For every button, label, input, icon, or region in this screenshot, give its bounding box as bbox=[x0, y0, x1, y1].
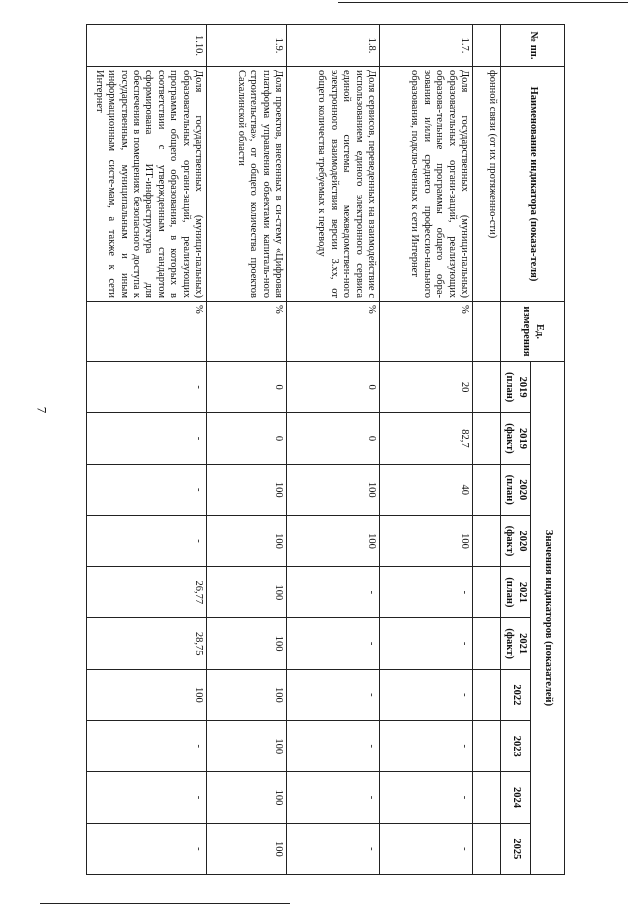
value-cell: 100 bbox=[207, 669, 287, 720]
rotated-table-container bbox=[94, 24, 565, 874]
value-cell bbox=[473, 515, 501, 566]
value-cell: - bbox=[87, 823, 207, 874]
header-unit: Ед. измерения bbox=[501, 302, 565, 362]
header-year: 2020 (план) bbox=[501, 464, 531, 515]
indicator-name: Доля государственных (муници-пальных) образовательных органи-заций, реализующих образова-тельные программы общего обра-зования и/или среднего профессио-нального образования, подклю-ченных к сети Интернет bbox=[380, 67, 473, 302]
page-number: 7 bbox=[34, 406, 50, 414]
row-number: 1.9. bbox=[207, 25, 287, 67]
scan-edge-line bbox=[338, 2, 628, 3]
header-year: 2019 (факт) bbox=[501, 413, 531, 464]
unit-cell: % bbox=[380, 302, 473, 362]
indicator-name: Доля сервисов, переведенных на взаимодействие с использованием единого электронного сервиса единой системы межведомствен-ного электронного взаимодействия версии 3.хх, от общего количества требуемых к переводу bbox=[287, 67, 380, 302]
header-year: 2024 bbox=[501, 772, 531, 823]
indicator-name: Доля государственных (муници-пальных) образовательных органи-заций, реализующих программы общего образования, в которых в соответствии с утвержденным стандартом сформирована ИТ-инфраструктура для обеспечения в помещениях безопасного доступа к государственным, муниципальным и иным информационным систе-мам, а также к сети Интернет bbox=[87, 67, 207, 302]
row-number: 1.10. bbox=[87, 25, 207, 67]
value-cell: - bbox=[380, 772, 473, 823]
value-cell: - bbox=[380, 721, 473, 772]
value-cell: - bbox=[287, 772, 380, 823]
value-cell: - bbox=[287, 669, 380, 720]
value-cell: - bbox=[87, 721, 207, 772]
value-cell: - bbox=[380, 567, 473, 618]
table-row bbox=[87, 25, 207, 875]
indicator-name: фонной связи (от их протяженно-сти) bbox=[473, 67, 501, 302]
value-cell: 20 bbox=[380, 362, 473, 413]
unit-cell: % bbox=[87, 302, 207, 362]
scan-edge-line bbox=[40, 903, 290, 904]
value-cell: - bbox=[287, 721, 380, 772]
unit-cell: % bbox=[207, 302, 287, 362]
unit-cell: % bbox=[287, 302, 380, 362]
value-cell: 0 bbox=[287, 362, 380, 413]
value-cell: 28,75 bbox=[87, 618, 207, 669]
value-cell: 0 bbox=[207, 413, 287, 464]
table-row bbox=[207, 25, 287, 875]
value-cell bbox=[473, 413, 501, 464]
header-values-group: Значения индикаторов (показателей) bbox=[531, 362, 565, 875]
value-cell: 100 bbox=[207, 515, 287, 566]
value-cell: 100 bbox=[207, 618, 287, 669]
row-number: 1.8. bbox=[287, 25, 380, 67]
value-cell: - bbox=[87, 413, 207, 464]
row-number: 1.7. bbox=[380, 25, 473, 67]
value-cell: 100 bbox=[207, 823, 287, 874]
value-cell bbox=[473, 669, 501, 720]
unit-cell bbox=[473, 302, 501, 362]
value-cell: - bbox=[287, 618, 380, 669]
value-cell bbox=[473, 567, 501, 618]
value-cell bbox=[473, 618, 501, 669]
value-cell bbox=[473, 721, 501, 772]
value-cell: 100 bbox=[207, 772, 287, 823]
header-year: 2021 (план) bbox=[501, 567, 531, 618]
value-cell bbox=[473, 823, 501, 874]
row-number bbox=[473, 25, 501, 67]
value-cell: - bbox=[380, 823, 473, 874]
value-cell: - bbox=[287, 823, 380, 874]
value-cell: 100 bbox=[87, 669, 207, 720]
header-year: 2020 (факт) bbox=[501, 515, 531, 566]
table-row bbox=[287, 25, 380, 875]
value-cell: - bbox=[380, 618, 473, 669]
header-num: № пп. bbox=[501, 25, 565, 67]
value-cell: 100 bbox=[207, 567, 287, 618]
header-year: 2019 (план) bbox=[501, 362, 531, 413]
value-cell: 100 bbox=[287, 464, 380, 515]
value-cell: - bbox=[87, 515, 207, 566]
header-year: 2023 bbox=[501, 721, 531, 772]
value-cell bbox=[473, 464, 501, 515]
value-cell: 100 bbox=[380, 515, 473, 566]
indicators-table bbox=[86, 24, 565, 875]
value-cell bbox=[473, 772, 501, 823]
value-cell: 26,77 bbox=[87, 567, 207, 618]
value-cell: 82,7 bbox=[380, 413, 473, 464]
value-cell: 100 bbox=[207, 721, 287, 772]
value-cell: 100 bbox=[207, 464, 287, 515]
value-cell: - bbox=[87, 464, 207, 515]
header-year: 2021 (факт) bbox=[501, 618, 531, 669]
value-cell: - bbox=[87, 772, 207, 823]
header-year: 2022 bbox=[501, 669, 531, 720]
value-cell: 0 bbox=[207, 362, 287, 413]
value-cell: 100 bbox=[287, 515, 380, 566]
table-row bbox=[380, 25, 473, 875]
header-row bbox=[531, 25, 565, 875]
header-name: Наименование индикатора (показа-теля) bbox=[501, 67, 565, 302]
header-year: 2025 bbox=[501, 823, 531, 874]
value-cell bbox=[473, 362, 501, 413]
value-cell: 40 bbox=[380, 464, 473, 515]
value-cell: - bbox=[87, 362, 207, 413]
value-cell: 0 bbox=[287, 413, 380, 464]
value-cell: - bbox=[287, 567, 380, 618]
table-row bbox=[473, 25, 501, 875]
value-cell: - bbox=[380, 669, 473, 720]
indicator-name: Доля проектов, внесенных в си-стему «Цифровая платформа управления объектами капиталь-ного строительства», от общего количества проектов Сахалинской области bbox=[207, 67, 287, 302]
